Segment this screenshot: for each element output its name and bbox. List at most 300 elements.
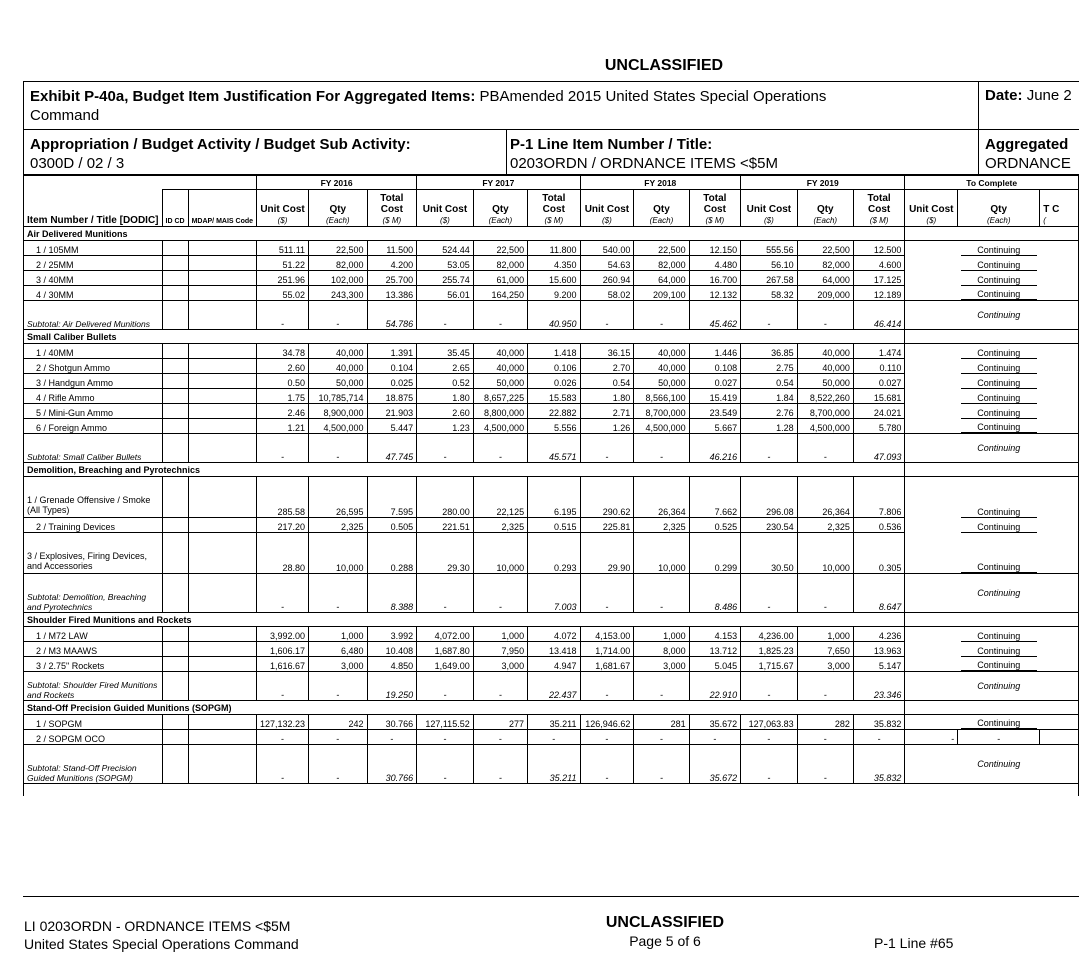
item-idcd: [162, 344, 188, 359]
classification-banner: UNCLASSIFIED: [604, 57, 724, 74]
subtotal-value: -: [634, 672, 689, 701]
footer-line-item: LI 0203ORDN - ORDNANCE ITEMS <$5M: [24, 918, 291, 934]
item-mdap: [188, 715, 256, 730]
tc-unit-cost: [905, 518, 958, 533]
tc-unit-cost: [905, 404, 958, 419]
col-unit-cost-header-unit: ($): [277, 216, 288, 225]
col-unit-cost-header: [417, 190, 474, 227]
cell-value: -: [528, 730, 580, 745]
cell-value: 2.65: [417, 359, 474, 374]
cell-value: 10,000: [797, 533, 853, 574]
cell-value: 1,606.17: [257, 642, 309, 657]
cell-value: 1,715.67: [741, 657, 798, 672]
cell-value: 22,500: [797, 241, 853, 256]
cell-value: 0.027: [689, 374, 741, 389]
exhibit-title: [23, 81, 978, 130]
col-qty-header: [473, 190, 527, 227]
subtotal-value: 22.910: [689, 672, 741, 701]
tc-unit-cost: [905, 642, 958, 657]
col-unit-cost-header-unit: ($): [440, 216, 450, 225]
cell-value: 11.500: [367, 241, 417, 256]
subtotal-value: 8.486: [689, 574, 741, 613]
item-title: 4 / 30MM: [24, 286, 163, 301]
col-qty-header-unit: (Each): [488, 216, 513, 225]
item-mdap: [188, 271, 256, 286]
subtotal-value: 19.250: [367, 672, 417, 701]
cell-value: 209,000: [797, 286, 853, 301]
col-unit-cost-header-unit: ($): [764, 216, 774, 225]
group-title: Small Caliber Bullets: [24, 330, 905, 344]
item-title: 4 / Rifle Ammo: [24, 389, 163, 404]
cell-value: 0.026: [528, 374, 580, 389]
cell-value: 13.386: [367, 286, 417, 301]
cell-value: 1.80: [580, 389, 634, 404]
subtotal-value: -: [634, 301, 689, 330]
subtotal-value: 47.093: [853, 434, 905, 463]
subtotal-value: 35.211: [528, 745, 580, 784]
cell-value: 524.44: [417, 241, 474, 256]
subtotal-value: 45.462: [689, 301, 741, 330]
cell-value: 5.780: [853, 419, 905, 434]
tc-unit-cost: [905, 301, 958, 330]
col-total-cost-header: [689, 190, 741, 227]
subtotal-label: Subtotal: Shoulder Fired Munitions and Rockets: [24, 672, 163, 701]
cell-value: 102,000: [309, 271, 367, 286]
item-mdap: [188, 642, 256, 657]
table-row: [24, 627, 1079, 642]
cell-value: 50,000: [634, 374, 689, 389]
cell-value: 3,992.00: [257, 627, 309, 642]
tc-unit-cost: [905, 241, 958, 256]
year-header: FY 2016: [257, 176, 417, 190]
cell-value: 28.80: [257, 533, 309, 574]
cell-value: 1,000: [797, 627, 853, 642]
col-qty-header: [634, 190, 689, 227]
cell-value: 5.147: [853, 657, 905, 672]
cell-value: 0.525: [689, 518, 741, 533]
subtotal-value: -: [309, 672, 367, 701]
cell-value: 3,000: [634, 657, 689, 672]
aggregated-box: [978, 130, 1079, 175]
col-total-cost-header: [528, 190, 580, 227]
subtotal-continuing: Continuing: [958, 301, 1040, 330]
subtotal-value: -: [473, 745, 527, 784]
cell-value: 3,000: [797, 657, 853, 672]
cell-value: 4.153: [689, 627, 741, 642]
cell-value: 36.15: [580, 344, 634, 359]
cell-value: 127,063.83: [741, 715, 798, 730]
cell-value: 4,236.00: [741, 627, 798, 642]
cell-value: 35.211: [528, 715, 580, 730]
cell-value: 5.667: [689, 419, 741, 434]
cell-value: 64,000: [634, 271, 689, 286]
item-mdap: [188, 419, 256, 434]
cell-value: 13.712: [689, 642, 741, 657]
aggregated-value: ORDNANCE: [985, 155, 1071, 172]
cell-value: 0.50: [257, 374, 309, 389]
continuing-label: Continuing: [961, 631, 1037, 642]
cell-value: 164,250: [473, 286, 527, 301]
aggregated-label: Aggregated: [985, 136, 1069, 153]
item-idcd: [162, 256, 188, 271]
cell-value: 230.54: [741, 518, 798, 533]
cell-value: 82,000: [473, 256, 527, 271]
cell-value: 127,115.52: [417, 715, 474, 730]
cell-value: 2.60: [257, 359, 309, 374]
item-idcd: [162, 715, 188, 730]
cell-value: 0.104: [367, 359, 417, 374]
cell-value: 4.236: [853, 627, 905, 642]
tc-qty: [958, 533, 1040, 574]
subtotal-value: 45.571: [528, 434, 580, 463]
table-row: [24, 286, 1079, 301]
cell-value: 34.78: [257, 344, 309, 359]
cell-value: 35.45: [417, 344, 474, 359]
tc-unit-cost: [905, 672, 958, 701]
cell-value: 277: [473, 715, 527, 730]
cell-value: 260.94: [580, 271, 634, 286]
col-unit-cost-header-label: Unit Cost: [584, 204, 630, 215]
cell-value: 12.500: [853, 241, 905, 256]
continuing-label: Continuing: [961, 422, 1037, 433]
tc-unit-cost: [905, 389, 958, 404]
subtotal-value: 22.437: [528, 672, 580, 701]
page-number: Page 5 of 6: [629, 933, 701, 949]
subtotal-value: 30.766: [367, 745, 417, 784]
item-title: 2 / Training Devices: [24, 518, 163, 533]
tc-total: [1040, 657, 1079, 672]
cell-value: 7,650: [797, 642, 853, 657]
cell-value: 8,700,000: [797, 404, 853, 419]
item-mdap: [188, 477, 256, 518]
subtotal-mdap: [188, 301, 256, 330]
item-title: 1 / 105MM: [24, 241, 163, 256]
cell-value: 5.447: [367, 419, 417, 434]
cell-value: 2,325: [473, 518, 527, 533]
cell-value: 26,364: [797, 477, 853, 518]
continuing-label: Continuing: [961, 260, 1037, 271]
cell-value: 4.947: [528, 657, 580, 672]
cell-value: 22,500: [634, 241, 689, 256]
col-total-cost-header: [367, 190, 417, 227]
subtotal-mdap: [188, 672, 256, 701]
subtotal-value: -: [417, 301, 474, 330]
col-qty-header-label: Qty: [990, 204, 1008, 215]
group-header-row: [24, 330, 1079, 344]
cell-value: 1.391: [367, 344, 417, 359]
group-header-row: [24, 613, 1079, 627]
cell-value: 40,000: [797, 344, 853, 359]
subtotal-row: [24, 434, 1079, 463]
tc-qty: [958, 344, 1040, 359]
cell-value: 282: [797, 715, 853, 730]
cell-value: 15.600: [528, 271, 580, 286]
subtotal-value: -: [473, 672, 527, 701]
cell-value: 17.125: [853, 271, 905, 286]
item-idcd: [162, 657, 188, 672]
footer-command: United States Special Operations Command: [24, 936, 299, 952]
subtotal-value: -: [580, 574, 634, 613]
cell-value: 40,000: [634, 359, 689, 374]
cell-value: 4.480: [689, 256, 741, 271]
item-mdap: [188, 533, 256, 574]
cell-value: 8,900,000: [309, 404, 367, 419]
continuing-label: Continuing: [961, 245, 1037, 256]
continuing-label: Continuing: [961, 646, 1037, 657]
item-mdap: [188, 730, 256, 745]
col-total-cost-header-unit: ($ M): [544, 216, 564, 225]
table-body: [24, 227, 1079, 797]
item-idcd: [162, 359, 188, 374]
cell-value: 555.56: [741, 241, 798, 256]
table-row: [24, 642, 1079, 657]
group-header-row: [24, 463, 1079, 477]
tc-total: [1040, 715, 1079, 730]
p1-label: P-1 Line Item Number / Title:: [510, 136, 713, 153]
subtotal-idcd: [162, 434, 188, 463]
item-mdap: [188, 627, 256, 642]
cell-value: 511.11: [257, 241, 309, 256]
tc-total: [1040, 404, 1079, 419]
cell-value: 0.106: [528, 359, 580, 374]
subtotal-row: [24, 672, 1079, 701]
table-row: [24, 715, 1079, 730]
table-row: [24, 359, 1079, 374]
table-row: [24, 518, 1079, 533]
cell-value: 82,000: [634, 256, 689, 271]
tc-total: [1040, 256, 1079, 271]
cell-value: 251.96: [257, 271, 309, 286]
subtotal-value: -: [797, 301, 853, 330]
cell-value: 1.418: [528, 344, 580, 359]
year-header: To Complete: [905, 176, 1079, 190]
item-title: 1 / SOPGM: [24, 715, 163, 730]
subtotal-value: -: [741, 301, 798, 330]
cell-value: 0.108: [689, 359, 741, 374]
subtotal-value: -: [741, 745, 798, 784]
column-header-row: [24, 190, 1079, 227]
tc-unit-cost: [905, 434, 958, 463]
cell-value: 127,132.23: [257, 715, 309, 730]
tc-unit-cost: [905, 359, 958, 374]
col-qty-header: [309, 190, 367, 227]
cell-value: 3.992: [367, 627, 417, 642]
tc-unit-cost: [905, 271, 958, 286]
item-idcd: [162, 389, 188, 404]
cell-value: 221.51: [417, 518, 474, 533]
cell-value: 4.600: [853, 256, 905, 271]
item-title: 2 / Shotgun Ammo: [24, 359, 163, 374]
item-idcd: [162, 627, 188, 642]
item-mdap: [188, 374, 256, 389]
item-idcd: [162, 419, 188, 434]
item-mdap: [188, 286, 256, 301]
item-mdap: [188, 404, 256, 419]
subtotal-row: [24, 745, 1079, 784]
continuing-label: Continuing: [961, 562, 1037, 573]
tc-unit-cost: [905, 344, 958, 359]
cell-value: 22,500: [473, 241, 527, 256]
col-total-cost-header-unit: ($ M): [382, 216, 402, 225]
cell-value: 0.025: [367, 374, 417, 389]
cell-value: 11.800: [528, 241, 580, 256]
exhibit-budget-text: PBAmended 2015 United States Special Operations: [479, 88, 827, 105]
cell-value: 40,000: [797, 359, 853, 374]
cell-value: 2.60: [417, 404, 474, 419]
continuing-label: Continuing: [961, 507, 1037, 518]
cell-value: 1.21: [257, 419, 309, 434]
tc-total: [1040, 672, 1079, 701]
tc-unit-cost: [905, 657, 958, 672]
cell-value: 0.536: [853, 518, 905, 533]
table-row: [24, 271, 1079, 286]
item-mdap: [188, 241, 256, 256]
subtotal-value: -: [257, 672, 309, 701]
cell-value: 13.418: [528, 642, 580, 657]
table-row: [24, 344, 1079, 359]
col-qty-header-unit: (Each): [986, 216, 1011, 225]
subtotal-value: 23.346: [853, 672, 905, 701]
continuing-label: Continuing: [961, 718, 1037, 729]
tc-qty: [958, 389, 1040, 404]
cell-value: 13.963: [853, 642, 905, 657]
date-box: [978, 81, 1079, 130]
cell-value: -: [580, 730, 634, 745]
col-total-cost-header-unit: ($ M): [869, 216, 889, 225]
cell-value: 30.766: [367, 715, 417, 730]
cell-value: -: [797, 730, 853, 745]
subtotal-value: 47.745: [367, 434, 417, 463]
item-mdap: [188, 344, 256, 359]
col-unit-cost-header-label: Unit Cost: [909, 204, 954, 215]
cell-value: 2.76: [741, 404, 798, 419]
col-total-cost-header: [1040, 190, 1079, 227]
cell-value: 4.200: [367, 256, 417, 271]
cell-value: 1.474: [853, 344, 905, 359]
col-qty-header-unit: (Each): [649, 216, 674, 225]
col-unit-cost-header: [580, 190, 634, 227]
item-title: 3 / 2.75" Rockets: [24, 657, 163, 672]
subtotal-value: -: [473, 301, 527, 330]
cell-value: -: [853, 730, 905, 745]
continuing-label: Continuing: [961, 378, 1037, 389]
table-row: [24, 256, 1079, 271]
subtotal-value: -: [634, 745, 689, 784]
budget-table: [23, 175, 1079, 796]
year-header: FY 2017: [417, 176, 580, 190]
tc-qty: [958, 271, 1040, 286]
subtotal-value: -: [257, 574, 309, 613]
cell-value: 7.595: [367, 477, 417, 518]
col-total-cost-header-unit: (: [1043, 216, 1046, 225]
cell-value: 12.150: [689, 241, 741, 256]
col-unit-cost-header: [257, 190, 309, 227]
cell-value: 40,000: [309, 344, 367, 359]
cell-value: 82,000: [797, 256, 853, 271]
subtotal-continuing: Continuing: [958, 672, 1040, 701]
item-title: 1 / M72 LAW: [24, 627, 163, 642]
cell-value: 15.419: [689, 389, 741, 404]
subtotal-label: Subtotal: Demolition, Breaching and Pyrotechnics: [24, 574, 163, 613]
item-title: 2 / SOPGM OCO: [24, 730, 163, 745]
subtotal-value: -: [634, 574, 689, 613]
cell-value: 2.71: [580, 404, 634, 419]
subtotal-value: -: [257, 301, 309, 330]
cell-value: 285.58: [257, 477, 309, 518]
item-title: 2 / M3 MAAWS: [24, 642, 163, 657]
cell-value: 50,000: [473, 374, 527, 389]
continuing-label: Continuing: [961, 348, 1037, 359]
subtotal-value: -: [741, 434, 798, 463]
tc-qty: [958, 286, 1040, 301]
col-unit-cost-header-label: Unit Cost: [746, 204, 792, 215]
subtotal-value: -: [257, 745, 309, 784]
group-title-tc: [905, 701, 1079, 715]
cell-value: 7.662: [689, 477, 741, 518]
continuing-label: Continuing: [961, 289, 1037, 300]
col-qty-header-label: Qty: [492, 204, 509, 215]
cell-value: 26,595: [309, 477, 367, 518]
col-unit-cost-header-unit: ($): [602, 216, 612, 225]
cell-value: 280.00: [417, 477, 474, 518]
subtotal-value: -: [309, 434, 367, 463]
cell-value: 1,681.67: [580, 657, 634, 672]
col-total-cost-header: [853, 190, 905, 227]
cell-value: 8,700,000: [634, 404, 689, 419]
cell-value: 10,000: [473, 533, 527, 574]
cell-value: 4.350: [528, 256, 580, 271]
cell-value: 8,800,000: [473, 404, 527, 419]
tc-total: [1040, 241, 1079, 256]
table-row: [24, 241, 1079, 256]
cell-value: 35.672: [689, 715, 741, 730]
item-title: 5 / Mini-Gun Ammo: [24, 404, 163, 419]
tc-unit-cost: [905, 374, 958, 389]
cell-value: 82,000: [309, 256, 367, 271]
cell-value: 296.08: [741, 477, 798, 518]
subtotal-value: 35.832: [853, 745, 905, 784]
cell-value: 0.52: [417, 374, 474, 389]
cell-value: 1,000: [634, 627, 689, 642]
cell-value: 6,480: [309, 642, 367, 657]
tc-qty: [958, 715, 1040, 730]
subtotal-value: -: [580, 745, 634, 784]
continuing-label: Continuing: [961, 522, 1037, 533]
cell-value: -: [257, 730, 309, 745]
cell-value: 4.850: [367, 657, 417, 672]
subtotal-value: 40.950: [528, 301, 580, 330]
cell-value: 0.54: [580, 374, 634, 389]
cell-value: 4,153.00: [580, 627, 634, 642]
cell-value: 2.70: [580, 359, 634, 374]
footer-left: [24, 917, 299, 953]
tc-unit-cost: [905, 286, 958, 301]
col-unit-cost-header: [905, 190, 958, 227]
cell-value: 22.882: [528, 404, 580, 419]
col-total-cost-header-label: T C: [1043, 204, 1060, 215]
appropriation-label: Appropriation / Budget Activity / Budget Sub Activity:: [30, 136, 411, 153]
subtotal-label: Subtotal: Small Caliber Bullets: [24, 434, 163, 463]
cell-value: 56.01: [417, 286, 474, 301]
cell-value: 9.200: [528, 286, 580, 301]
col-unit-cost-header-unit: ($): [926, 216, 937, 225]
cell-value: 540.00: [580, 241, 634, 256]
date-value: June 2: [1026, 87, 1072, 104]
cell-value: 1,616.67: [257, 657, 309, 672]
subtotal-idcd: [162, 745, 188, 784]
col-total-cost-header-label: Total Cost: [380, 193, 404, 215]
cell-value: 10,785,714: [309, 389, 367, 404]
